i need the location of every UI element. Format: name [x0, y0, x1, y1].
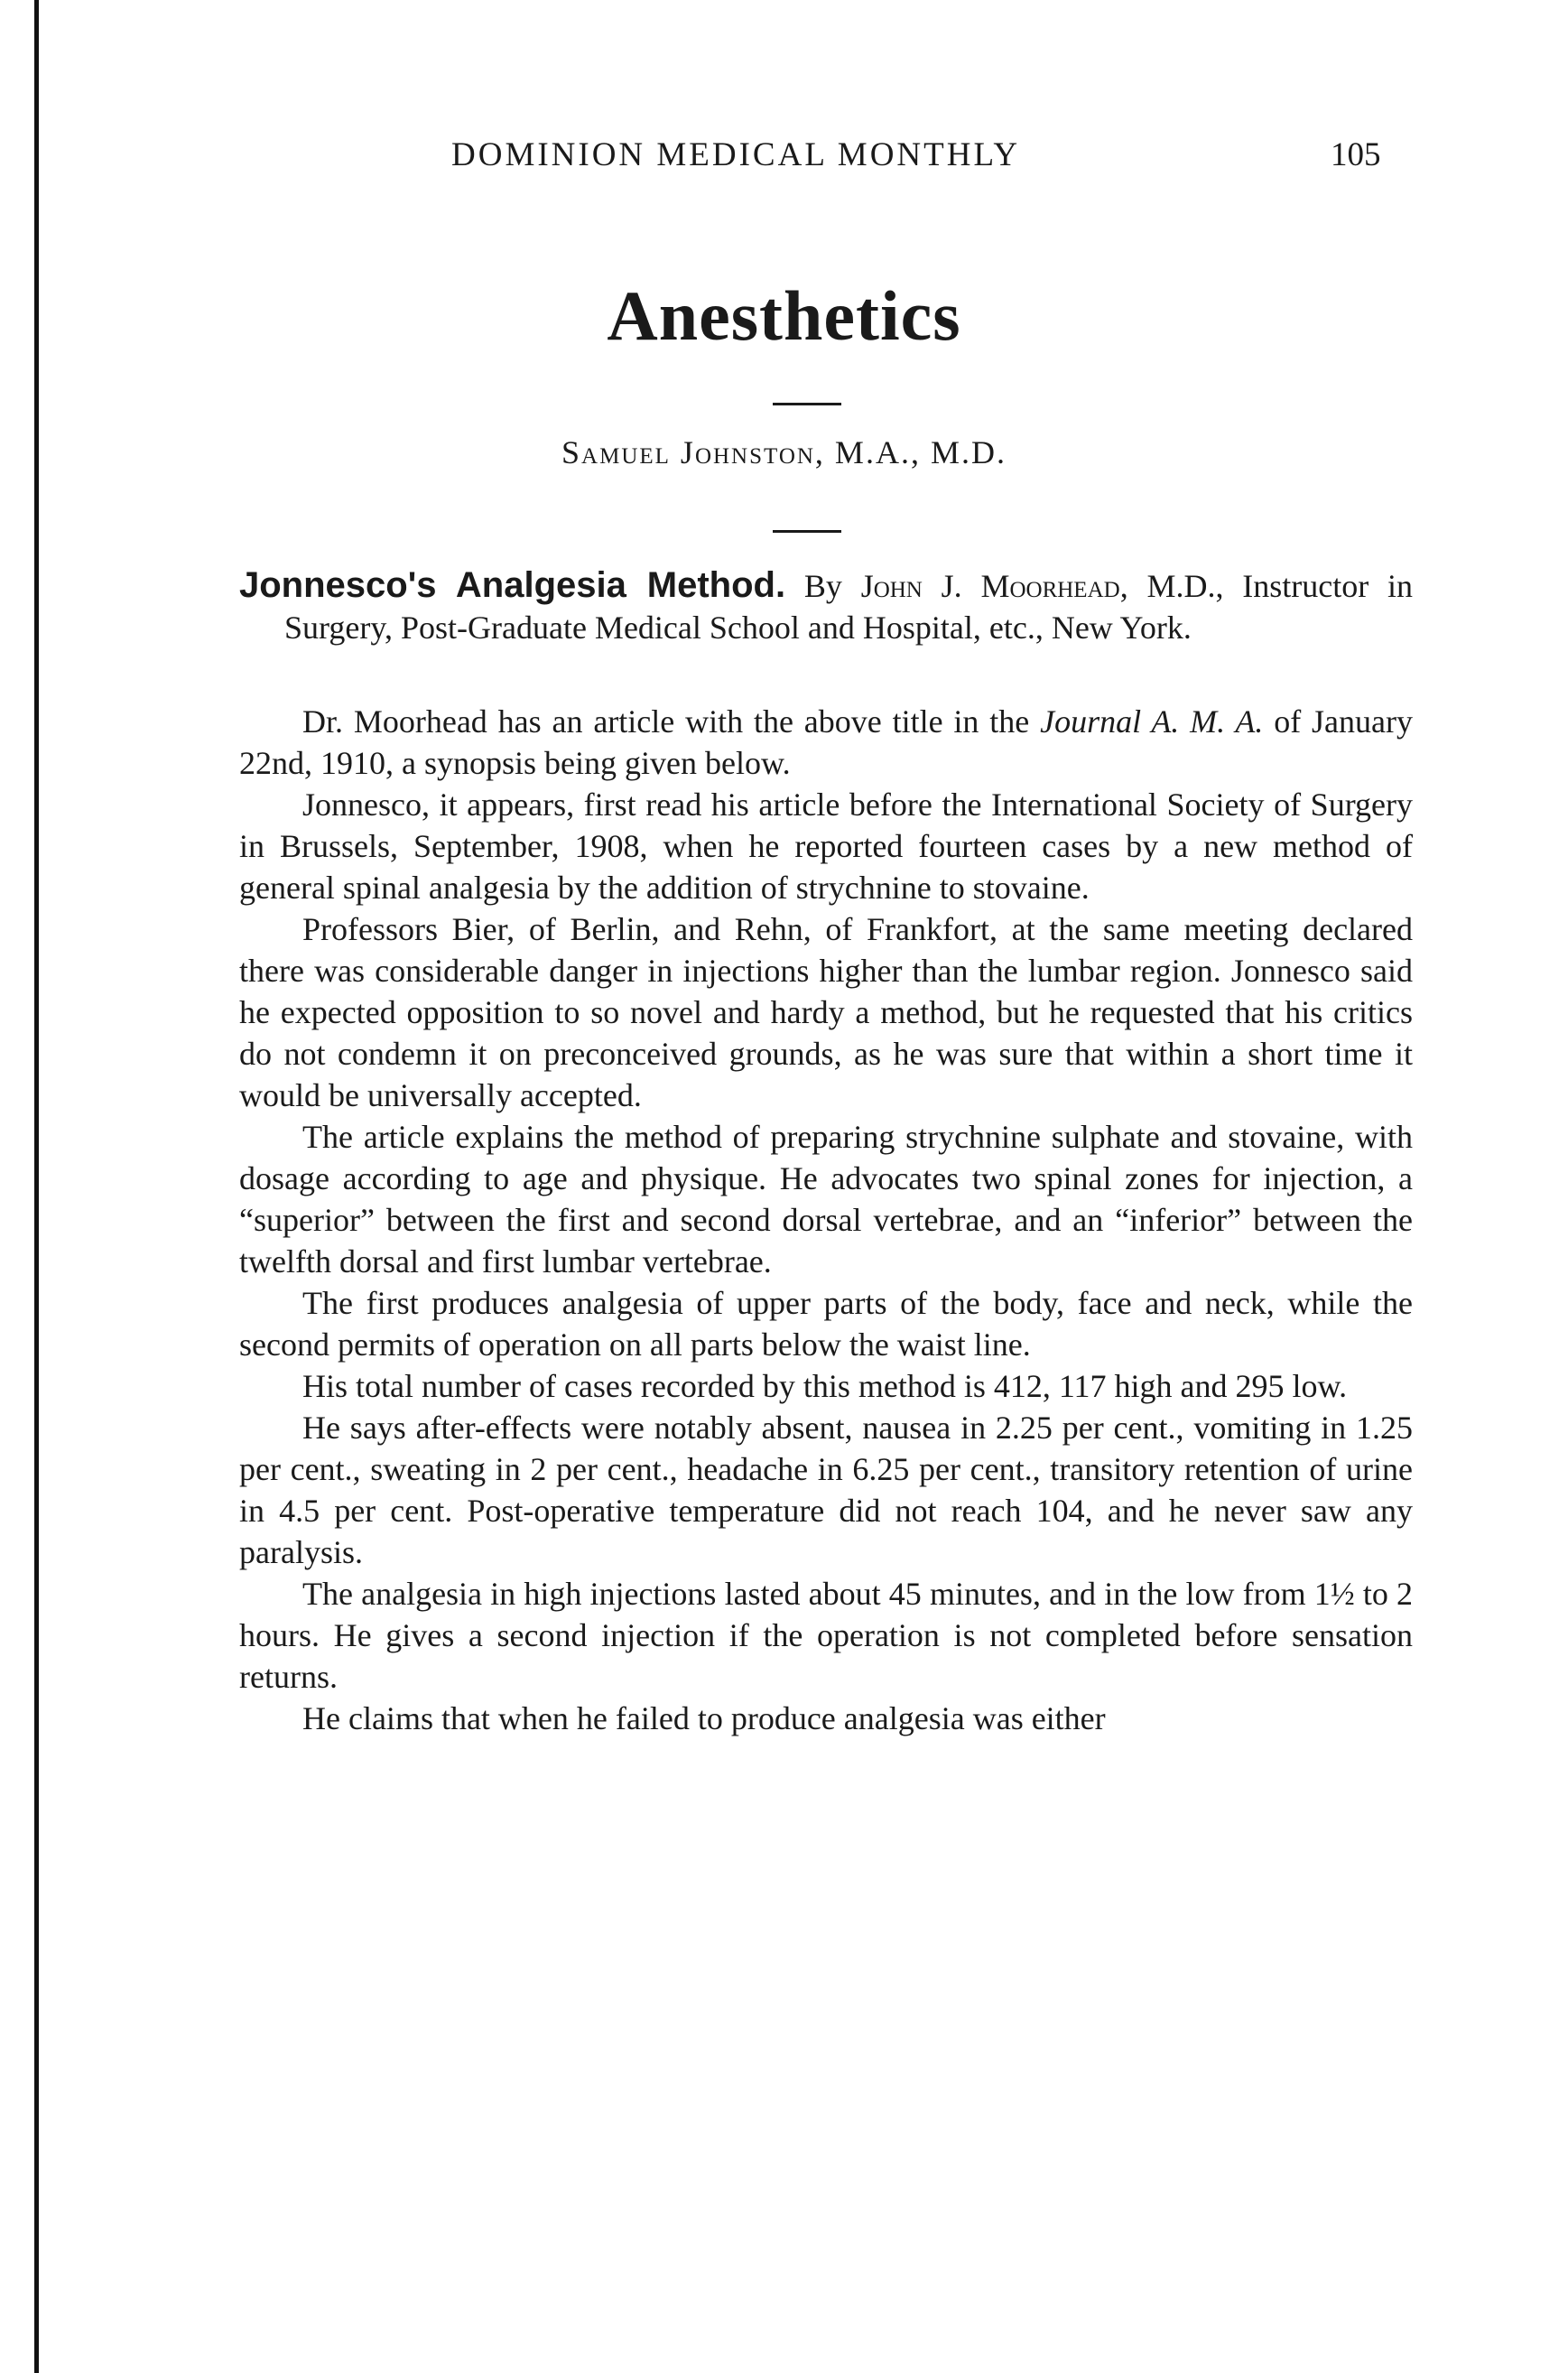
- byline-rest: , M.D., Instructor in Surgery, Post-Graduate Medical School and Hospital, etc., New York.: [284, 568, 1414, 646]
- journal-name: Journal A. M. A.: [1040, 703, 1264, 740]
- divider-rule: [773, 403, 841, 405]
- byline-prefix: By: [803, 568, 842, 604]
- running-head: DOMINION MEDICAL MONTHLY: [451, 136, 1021, 173]
- page-number: 105: [1331, 136, 1381, 173]
- paragraph: He says after-effects were notably absent, nausea in 2.25 per cent., vomiting in 1.25 per cent., sweating in 2 per cent., headache in 6.25 per cent., transitory retention of urine in 4.5 per cent. Post-operative temperature did not reach 104, and he never saw any paralysis.: [239, 1410, 1413, 1570]
- paragraph: The article explains the method of preparing strychnine sulphate and stovaine, with dosage according to age and physique. He advocates two spinal zones for injection, a “superior” between the first and second dorsal vertebrae, and an “inferior” between the twelfth dorsal and first lumbar vertebrae.: [239, 1119, 1413, 1280]
- paragraph: The analgesia in high injections lasted about 45 minutes, and in the low from 1½ to 2 hours. He gives a second injection if the operation is not completed before sensation returns.: [239, 1576, 1413, 1695]
- article: [239, 564, 1413, 1739]
- article-title: Jonnesco's Analgesia Method.: [239, 565, 786, 605]
- section-author: Samuel Johnston, M.A., M.D.: [561, 434, 1007, 470]
- article-heading: [239, 564, 1413, 648]
- divider-rule: [773, 530, 841, 533]
- paragraph: His total number of cases recorded by this method is 412, 117 high and 295 low.: [302, 1368, 1348, 1404]
- paragraph: The first produces analgesia of upper parts of the body, face and neck, while the second permits of operation on all parts below the waist line.: [239, 1285, 1413, 1363]
- paragraph: Professors Bier, of Berlin, and Rehn, of Frankfort, at the same meeting declared there was considerable danger in injections higher than the lumbar region. Jonnesco said he expected opposition to so novel and hardy a method, but he requested that his critics do not condemn it on preconceived grounds, as he was sure that within a short time it would be universally accepted.: [239, 911, 1413, 1113]
- article-body: [239, 701, 1413, 1739]
- section-title: Anesthetics: [607, 276, 961, 355]
- paragraph-text: of January 22nd, 1910, a synopsis being given below.: [239, 703, 1413, 781]
- paragraph-text: Dr. Moorhead has an article with the above title in the: [302, 703, 1030, 740]
- byline-author: John J. Moorhead: [860, 568, 1120, 604]
- paragraph: Jonnesco, it appears, first read his article before the International Society of Surgery in Brussels, September, 1908, when he reported fourteen cases by a new method of general spinal analgesia by the addition of strychnine to stovaine.: [239, 786, 1413, 906]
- paragraph: He claims that when he failed to produce analgesia was either: [302, 1700, 1106, 1736]
- paragraph: [239, 701, 1413, 784]
